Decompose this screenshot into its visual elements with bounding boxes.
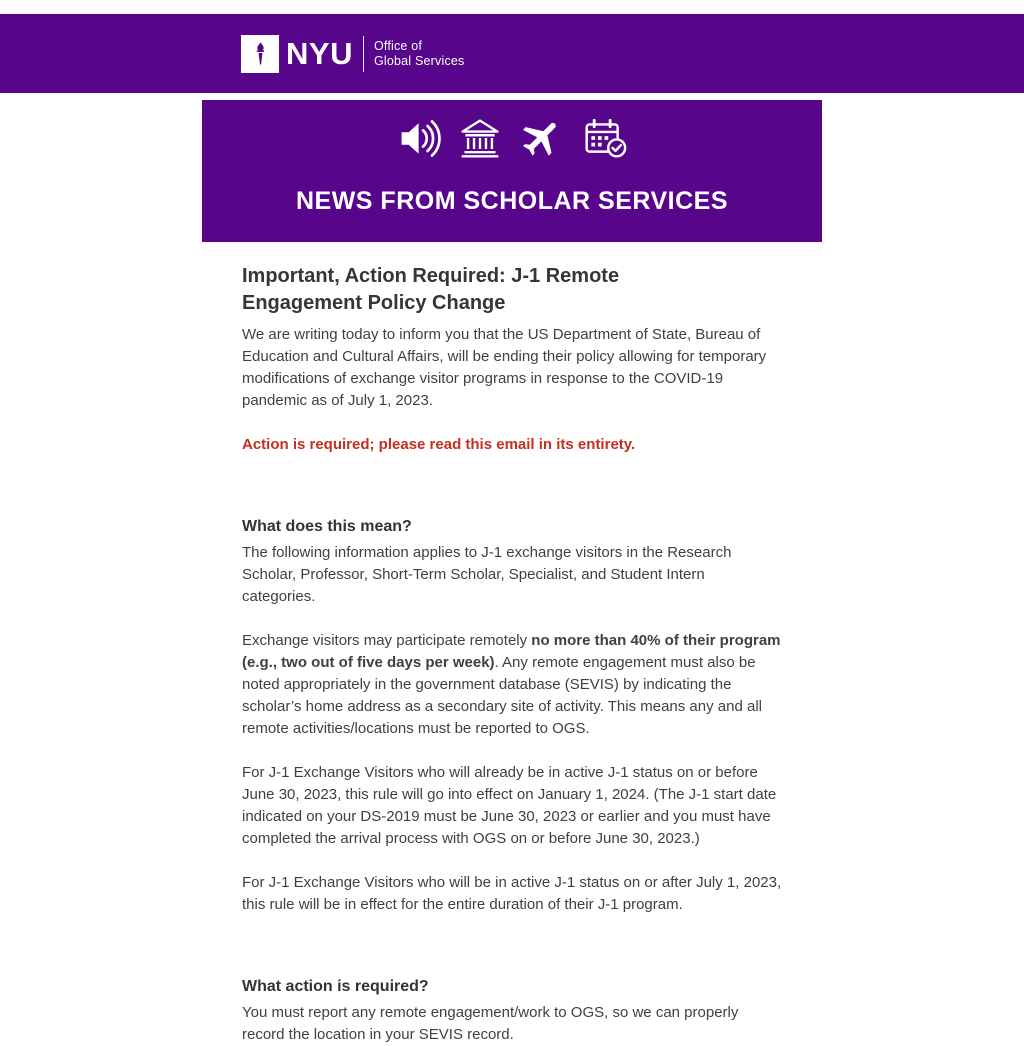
paragraph: The following information applies to J-1 exchange visitors in the Research Scholar, Professor, Short-Term Scholar, Specialist, and Student Intern categories. (242, 544, 732, 605)
dept-line1: Office of (373, 38, 423, 53)
banner-icon-row (202, 114, 822, 162)
logo-divider (363, 36, 364, 72)
article (242, 263, 782, 1046)
section-heading-what-does-this-mean: What does this mean? (242, 518, 412, 535)
bold-text-segment: no more than 40% of their program (e.g., two out of five days per week) (242, 632, 781, 671)
news-banner (202, 100, 822, 242)
calendar-check-icon (582, 116, 627, 161)
banner-title: NEWS FROM SCHOLAR SERVICES (295, 187, 729, 215)
nyu-logo[interactable] (241, 35, 465, 73)
paragraph (242, 630, 782, 740)
paragraph: You must report any remote engagement/work to OGS, so we can properly record the location in your SEVIS record. (242, 1004, 739, 1043)
email-page (0, 14, 1024, 1046)
email-content (0, 100, 1024, 1046)
nyu-header-bar (0, 14, 1024, 93)
nyu-wordmark: NYU (286, 36, 353, 71)
airplane-icon (519, 115, 565, 161)
text-segment: Exchange visitors may participate remotely (242, 632, 532, 649)
dept-line2: Global Services (373, 53, 465, 68)
paragraph: For J-1 Exchange Visitors who will be in active J-1 status on or after July 1, 2023, this rule will be in effect for the entire duration of their J-1 program. (242, 874, 782, 913)
section-heading-what-action-is-required: What action is required? (242, 978, 429, 995)
masthead-inner (202, 14, 822, 93)
paragraph: For J-1 Exchange Visitors who will already be in active J-1 status on or before June 30, 2023, this rule will go into effect on January 1, 2024. (The J-1 start date indicated on your DS-2019 must be June 30, 2023 or earlier and you must have completed the arrival process with OGS on or before June 30, 2023.) (242, 764, 777, 847)
speaker-icon (398, 117, 441, 160)
text-segment: . Any remote engagement must also be noted appropriately in the government database (SEVIS) by indicating the scholar’s home address as a secondary site of activity. This means any and all remote activities/locations must be reported to OGS. (242, 654, 762, 737)
article-title: Important, Action Required: J-1 Remote Engagement Policy Change (242, 265, 620, 314)
intro-paragraph: We are writing today to inform you that the US Department of State, Bureau of Education and Cultural Affairs, will be ending their policy allowing for temporary modifications of exchange visitor programs in response to the COVID-19 pandemic as of July 1, 2023. (242, 326, 767, 409)
alert-text: Action is required; please read this email in its entirety. (242, 436, 636, 453)
nyu-torch-icon (241, 35, 279, 73)
dept-name (374, 39, 465, 69)
bank-icon (458, 116, 502, 160)
